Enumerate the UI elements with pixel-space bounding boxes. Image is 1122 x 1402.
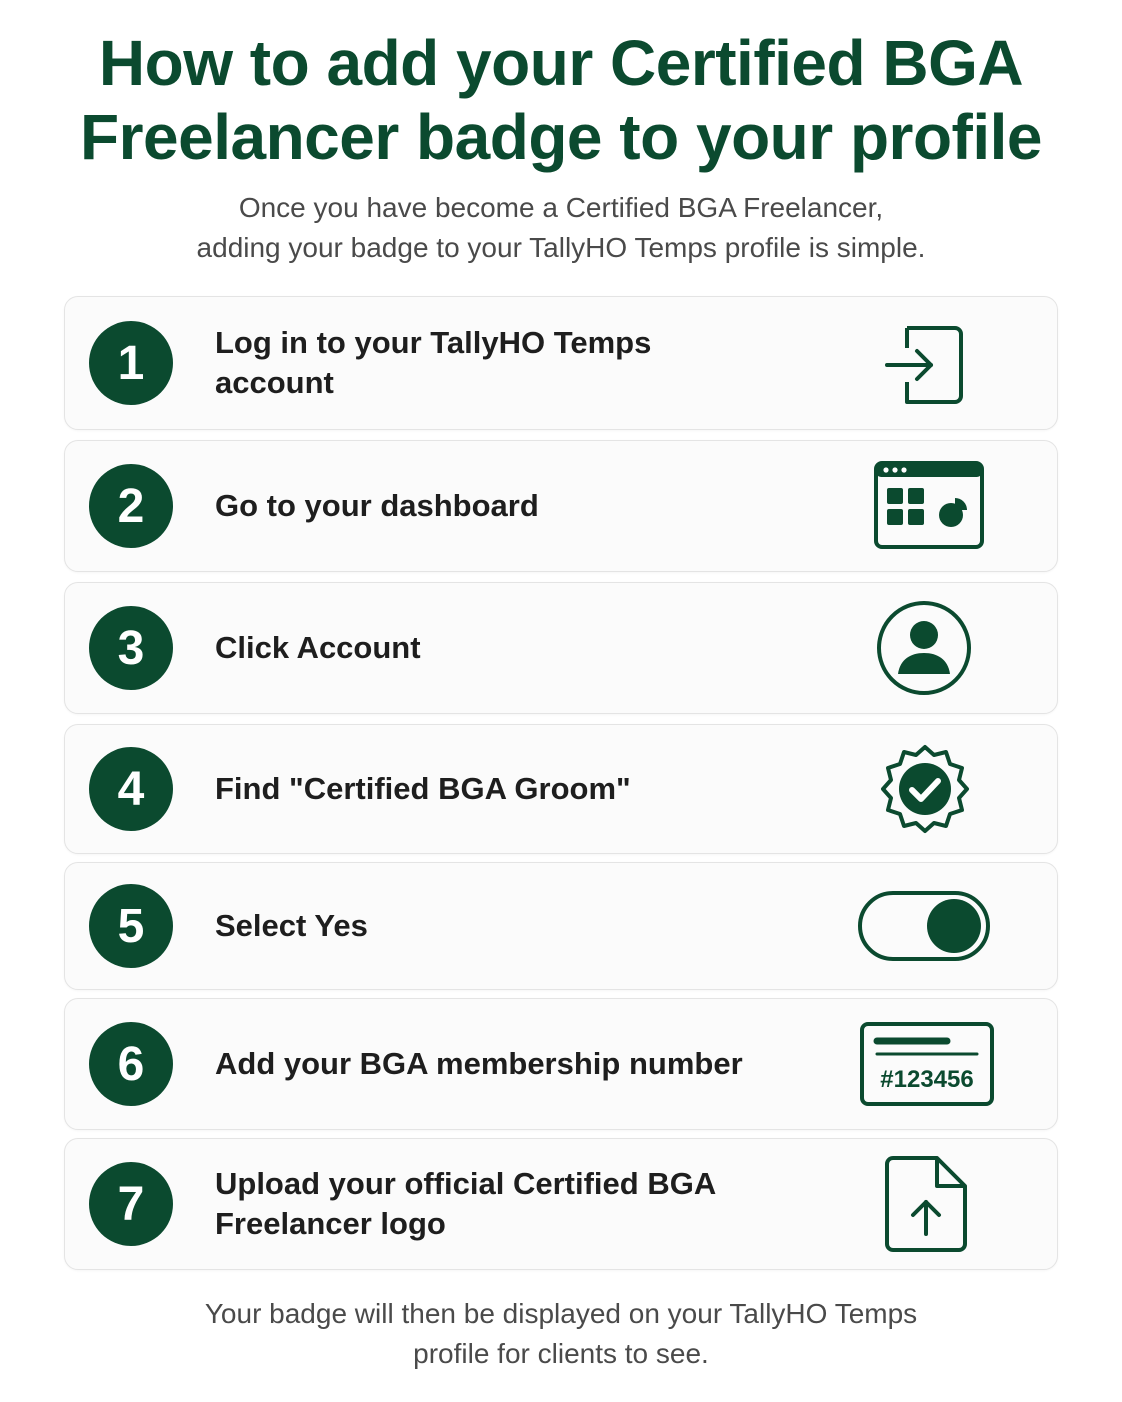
step-number-2: 2 [89,464,173,548]
page-subtitle [0,188,1122,268]
dashboard-icon [873,460,985,552]
step-card-1 [64,296,1058,430]
footer-note-line-1: Your badge will then be displayed on your TallyHO Temps [204,1298,918,1329]
step-card-7 [64,1138,1058,1270]
step-number-5: 5 [89,884,173,968]
step-card-2 [64,440,1058,572]
step-card-3 [64,582,1058,714]
step-number-3: 3 [89,606,173,690]
membership-card-icon [859,1021,995,1107]
footer-note [0,1294,1122,1374]
step-number-4: 4 [89,747,173,831]
toggle-on-icon [857,890,991,962]
step-label-2: Go to your dashboard [215,488,539,523]
upload-file-icon [885,1154,969,1254]
footer-note-line-2: profile for clients to see. [413,1338,709,1369]
page-title [0,26,1122,174]
step-label-7-line-2: Freelancer logo [215,1206,446,1241]
page-subtitle-line-2: adding your badge to your TallyHO Temps profile is simple. [196,232,926,263]
step-label-7 [215,1164,775,1244]
step-label-5: Select Yes [215,908,368,943]
user-account-icon [875,599,973,697]
page-title-line-1: How to add your Certified BGA [98,27,1024,99]
step-card-4 [64,724,1058,854]
step-number-6: 6 [89,1022,173,1106]
page-title-line-2: Freelancer badge to your profile [80,101,1042,173]
verified-badge-icon [875,739,975,839]
step-number-1: 1 [89,321,173,405]
step-label-1: Log in to your TallyHO Temps account [215,325,652,400]
step-card-5 [64,862,1058,990]
step-label-4: Find "Certified BGA Groom" [215,771,631,806]
membership-number-text: #123456 [880,1066,974,1093]
step-label-3: Click Account [215,630,421,665]
login-icon [883,318,965,408]
step-number-7: 7 [89,1162,173,1246]
step-label-7-line-1: Upload your official Certified BGA [215,1166,717,1201]
step-label-6: Add your BGA membership number [215,1046,743,1081]
page-subtitle-line-1: Once you have become a Certified BGA Freelancer, [238,192,884,223]
step-card-6 [64,998,1058,1130]
